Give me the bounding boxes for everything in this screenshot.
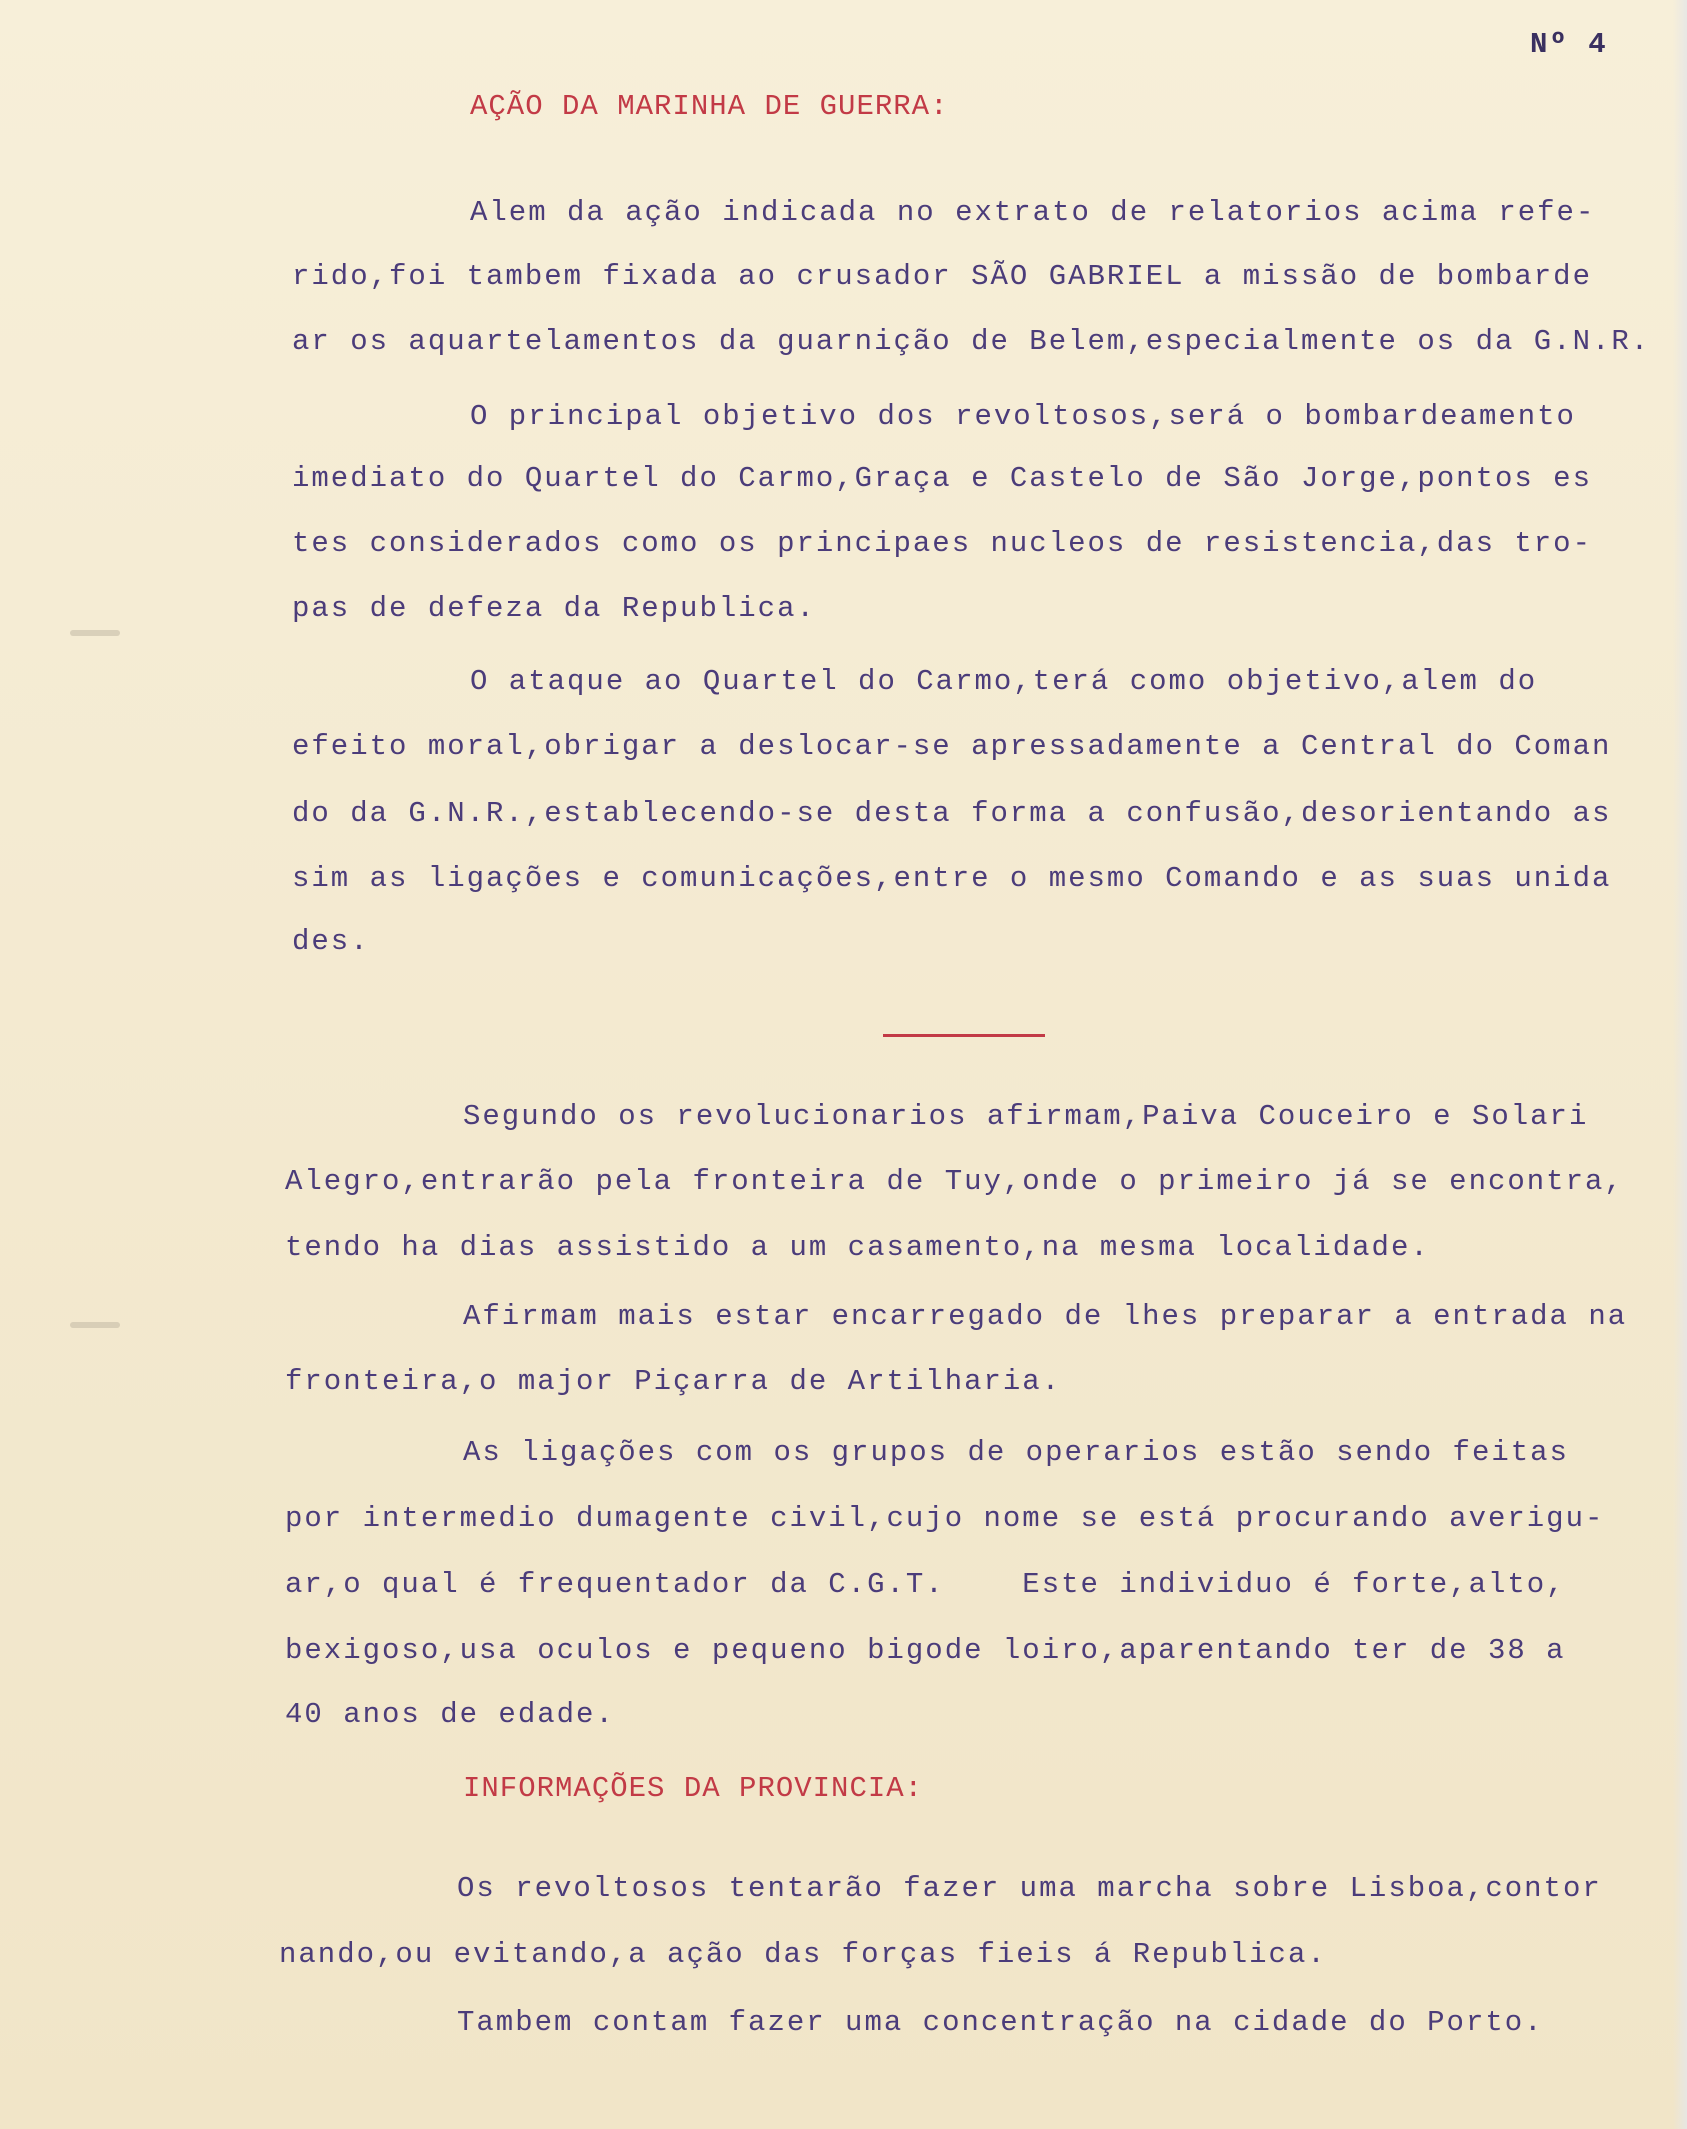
text-line: des.: [292, 925, 370, 958]
text-line: pas de defeza da Republica.: [292, 592, 816, 625]
section-heading-marinha: AÇÃO DA MARINHA DE GUERRA:: [470, 90, 949, 123]
text-line: efeito moral,obrigar a deslocar-se apressadamente a Central do Coman: [292, 730, 1612, 763]
text-line: O ataque ao Quartel do Carmo,terá como objetivo,alem do: [470, 665, 1538, 698]
text-line: O principal objetivo dos revoltosos,será o bombardeamento: [470, 400, 1576, 433]
text-line: As ligações com os grupos de operarios estão sendo feitas: [463, 1436, 1569, 1469]
text-line: fronteira,o major Piçarra de Artilharia.: [285, 1365, 1062, 1398]
text-line: 40 anos de edade.: [285, 1698, 615, 1731]
page-number: Nº 4: [1530, 28, 1608, 61]
section-heading-provincia: INFORMAÇÕES DA PROVINCIA:: [463, 1772, 924, 1805]
text-line: imediato do Quartel do Carmo,Graça e Castelo de São Jorge,pontos es: [292, 462, 1592, 495]
text-line: Tambem contam fazer uma concentração na cidade do Porto.: [457, 2006, 1544, 2039]
text-line: ar,o qual é frequentador da C.G.T. Este individuo é forte,alto,: [285, 1568, 1566, 1601]
text-line: Afirmam mais estar encarregado de lhes preparar a entrada na: [463, 1300, 1628, 1333]
text-line: nando,ou evitando,a ação das forças fieis á Republica.: [279, 1938, 1327, 1971]
text-line: tendo ha dias assistido a um casamento,na mesma localidade.: [285, 1231, 1430, 1264]
text-line: ar os aquartelamentos da guarnição de Belem,especialmente os da G.N.R.: [292, 325, 1651, 358]
text-line: tes considerados como os principaes nucleos de resistencia,das tro-: [292, 527, 1592, 560]
text-line: por intermedio dumagente civil,cujo nome se está procurando averigu-: [285, 1502, 1605, 1535]
text-line: Alegro,entrarão pela fronteira de Tuy,onde o primeiro já se encontra,: [285, 1165, 1624, 1198]
section-divider: [883, 1034, 1045, 1037]
page-edge: [1673, 0, 1687, 2129]
text-line: rido,foi tambem fixada ao crusador SÃO GABRIEL a missão de bombarde: [292, 260, 1592, 293]
text-line: Os revoltosos tentarão fazer uma marcha sobre Lisboa,contor: [457, 1872, 1602, 1905]
text-line: bexigoso,usa oculos e pequeno bigode loiro,aparentando ter de 38 a: [285, 1634, 1566, 1667]
paper-mark: [70, 630, 120, 636]
text-line: do da G.N.R.,establecendo-se desta forma a confusão,desorientando as: [292, 797, 1612, 830]
text-line: sim as ligações e comunicações,entre o mesmo Comando e as suas unida: [292, 862, 1612, 895]
paper-mark: [70, 1322, 120, 1328]
text-line: Segundo os revolucionarios afirmam,Paiva Couceiro e Solari: [463, 1100, 1589, 1133]
text-line: Alem da ação indicada no extrato de relatorios acima refe-: [470, 196, 1596, 229]
